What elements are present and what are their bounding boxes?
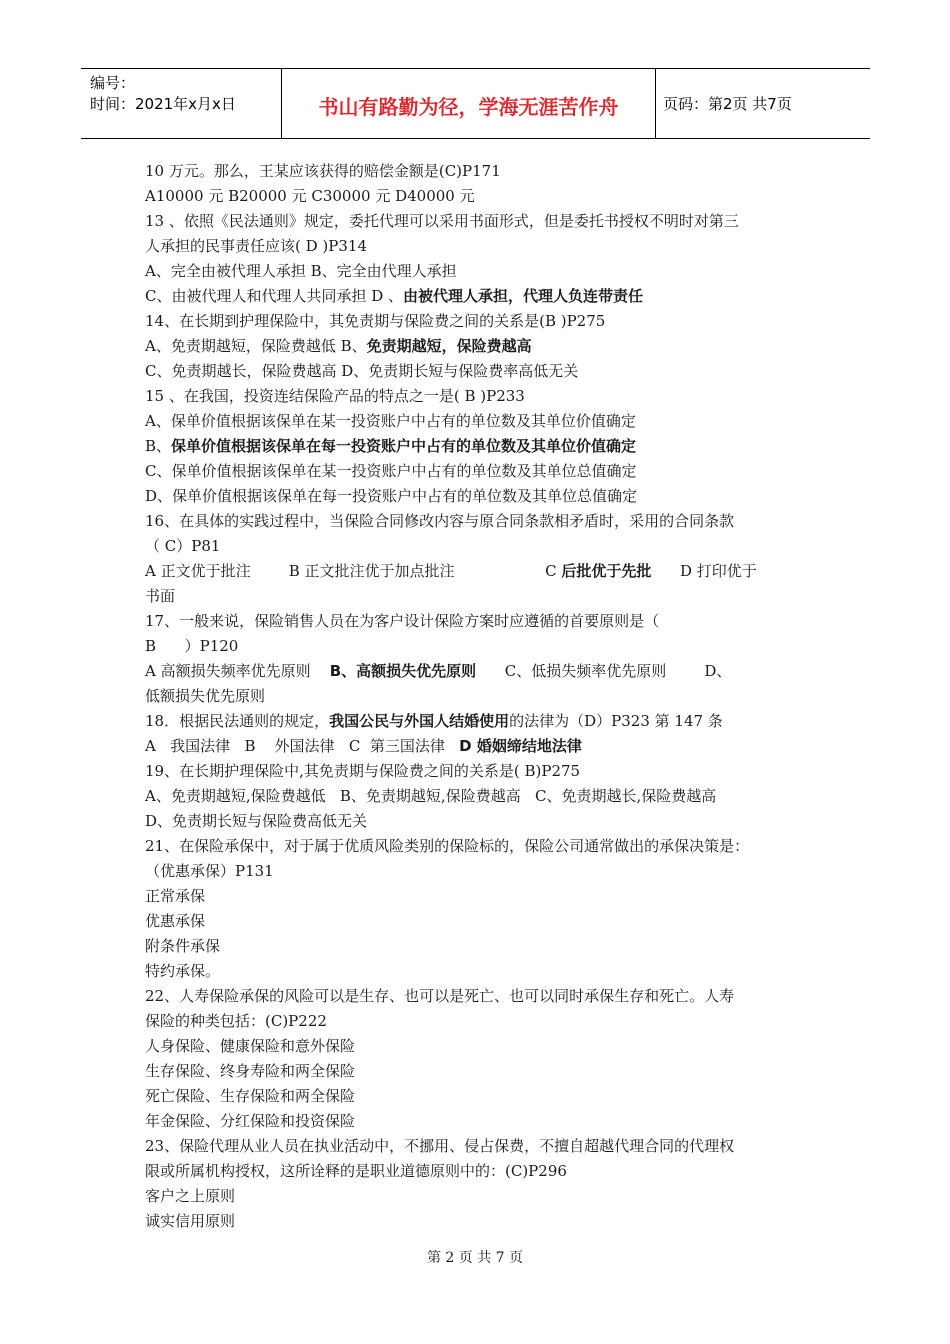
text-line <box>145 359 810 384</box>
text-line <box>145 409 810 434</box>
header-motto-cell <box>281 69 656 138</box>
text-line <box>145 934 810 959</box>
text-line <box>145 534 810 559</box>
text-line <box>145 834 810 859</box>
line-text: B ）P120 <box>145 637 239 655</box>
text-line <box>145 759 810 784</box>
text-line <box>145 909 810 934</box>
line-text: 客户之上原则 <box>145 1187 236 1205</box>
bold-answer-text: 我国公民与外国人结婚使用 <box>329 712 510 730</box>
line-text: （优惠承保）P131 <box>145 862 274 880</box>
text-line <box>145 984 810 1009</box>
line-text: A 正文优于批注 B 正文批注优于加点批注 C <box>145 562 562 580</box>
motto: 书山有路勤为径，学海无涯苦作舟 <box>318 95 619 119</box>
line-text: A10000 元 B20000 元 C30000 元 D40000 元 <box>145 187 475 205</box>
line-text: A、保单价值根据该保单在某一投资账户中占有的单位数及其单位价值确定 <box>145 412 636 430</box>
line-text: 人承担的民事责任应该( D )P314 <box>145 237 367 255</box>
line-text: A 我国法律 B 外国法律 C 第三国法律 <box>145 737 460 755</box>
text-line <box>145 159 810 184</box>
line-text: 人身保险、健康保险和意外保险 <box>145 1037 356 1055</box>
text-line <box>145 184 810 209</box>
text-line <box>145 859 810 884</box>
line-text: 17、一般来说，保险销售人员在为客户设计保险方案时应遵循的首要原则是（ <box>145 612 660 630</box>
bold-answer-text: 保单价值根据该保单在每一投资账户中占有的单位数及其单位价值确定 <box>171 437 637 455</box>
line-text: D、免责期长短与保险费高低无关 <box>145 812 368 830</box>
text-line <box>145 809 810 834</box>
line-text: D 打印优于 <box>651 562 757 580</box>
line-text: 限或所属机构授权，这所诠释的是职业道德原则中的：(C)P296 <box>145 1162 567 1180</box>
line-text: 生存保险、终身寿险和两全保险 <box>145 1062 356 1080</box>
text-line <box>145 1009 810 1034</box>
line-text: 保险的种类包括：(C)P222 <box>145 1012 327 1030</box>
text-line <box>145 334 810 359</box>
text-line <box>145 1134 810 1159</box>
serial-label: 编号： <box>90 74 136 92</box>
text-line <box>145 309 810 334</box>
header-info <box>81 69 281 138</box>
text-line <box>145 384 810 409</box>
line-text: 附条件承保 <box>145 937 221 955</box>
text-line <box>145 1059 810 1084</box>
line-text: 10 万元。那么，王某应该获得的赔偿金额是(C)P171 <box>145 162 501 180</box>
text-line <box>145 559 810 584</box>
page-header <box>81 68 870 139</box>
text-line <box>145 1034 810 1059</box>
line-text: C、保单价值根据该保单在某一投资账户中占有的单位数及其单位总值确定 <box>145 462 637 480</box>
text-line <box>145 234 810 259</box>
line-text: 死亡保险、生存保险和两全保险 <box>145 1087 356 1105</box>
text-line <box>145 509 810 534</box>
line-text: A、完全由被代理人承担 B、完全由代理人承担 <box>145 262 457 280</box>
header-page-cell <box>655 69 870 138</box>
text-line <box>145 684 810 709</box>
line-text: 优惠承保 <box>145 912 206 930</box>
text-line <box>145 459 810 484</box>
page-footer: 第 2 页 共 7 页 <box>426 1250 524 1266</box>
text-line <box>145 484 810 509</box>
text-line <box>145 1159 810 1184</box>
text-line <box>145 434 810 459</box>
text-line <box>145 784 810 809</box>
line-text: 13 、依照《民法通则》规定，委托代理可以采用书面形式，但是委托书授权不明时对第三 <box>145 212 739 230</box>
line-text: 16、在具体的实践过程中，当保险合同修改内容与原合同条款相矛盾时，采用的合同条款 <box>145 512 735 530</box>
line-text: C、由被代理人和代理人共同承担 D 、 <box>145 287 404 305</box>
line-text: 21、在保险承保中，对于属于优质风险类别的保险标的，保险公司通常做出的承保决策是： <box>145 837 750 855</box>
text-line <box>145 659 810 684</box>
line-text: 的法律为（D）P323 第 147 条 <box>509 712 723 730</box>
text-line <box>145 609 810 634</box>
text-line <box>145 284 810 309</box>
line-text: C、低损失频率优先原则 D、 <box>476 662 732 680</box>
document-body <box>145 159 810 1234</box>
line-text: A、免责期越短,保险费越低 B、免责期越短,保险费越高 C、免责期越长,保险费越高 <box>145 787 717 805</box>
line-text: （ C）P81 <box>145 537 221 555</box>
text-line <box>145 584 810 609</box>
text-line <box>145 1209 810 1234</box>
text-line <box>145 709 810 734</box>
text-line <box>145 959 810 984</box>
line-text: 正常承保 <box>145 887 206 905</box>
bold-answer-text: 后批优于先批 <box>561 562 652 580</box>
date-label: 时间：2021年x月x日 <box>90 95 236 113</box>
text-line <box>145 259 810 284</box>
line-text: B、 <box>145 437 172 455</box>
text-line <box>145 1084 810 1109</box>
line-text: 15 、在我国，投资连结保险产品的特点之一是( B )P233 <box>145 387 525 405</box>
line-text: A、免责期越短，保险费越低 B、 <box>145 337 367 355</box>
line-text: C、免责期越长，保险费越高 D、免责期长短与保险费率高低无关 <box>145 362 579 380</box>
line-text: A 高额损失频率优先原则 <box>145 662 330 680</box>
line-text: 22、人寿保险承保的风险可以是生存、也可以是死亡、也可以同时承保生存和死亡。人寿 <box>145 987 735 1005</box>
text-line <box>145 1109 810 1134</box>
line-text: 年金保险、分红保险和投资保险 <box>145 1112 356 1130</box>
line-text: 23、保险代理从业人员在执业活动中，不挪用、侵占保费，不擅自超越代理合同的代理权 <box>145 1137 735 1155</box>
line-text: 特约承保。 <box>145 962 221 980</box>
bold-answer-text: 免责期越短，保险费越高 <box>366 337 532 355</box>
line-text: 书面 <box>145 587 176 605</box>
bold-answer-text: D 婚姻缔结地法律 <box>459 737 582 755</box>
text-line <box>145 884 810 909</box>
bold-answer-text: 由被代理人承担，代理人负连带责任 <box>403 287 644 305</box>
line-text: 低额损失优先原则 <box>145 687 266 705</box>
line-text: 18．根据民法通则的规定， <box>145 712 330 730</box>
bold-answer-text: B、高额损失优先原则 <box>329 662 477 680</box>
line-text: 14、在长期到护理保险中，其免责期与保险费之间的关系是(B )P275 <box>145 312 606 330</box>
page-number: 页码：第2页 共7页 <box>663 95 792 113</box>
line-text: 诚实信用原则 <box>145 1212 236 1230</box>
text-line <box>145 1184 810 1209</box>
text-line <box>145 634 810 659</box>
text-line <box>145 734 810 759</box>
text-line <box>145 209 810 234</box>
line-text: D、保单价值根据该保单在每一投资账户中占有的单位数及其单位总值确定 <box>145 487 638 505</box>
line-text: 19、在长期护理保险中,其免责期与保险费之间的关系是( B)P275 <box>145 762 581 780</box>
